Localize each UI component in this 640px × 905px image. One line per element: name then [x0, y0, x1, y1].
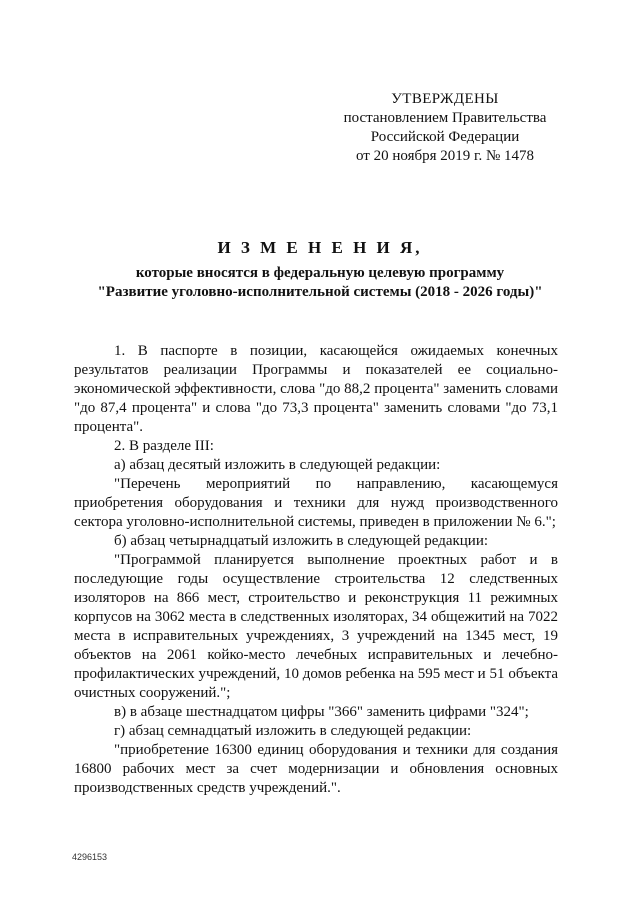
paragraph-2g-text: "приобретение 16300 единиц оборудования и техники для создания 16800 рабочих мест за счет модернизации и обновления основных производственных средств учреждений.". — [74, 742, 558, 796]
approval-heading: УТВЕРЖДЕНЫ — [391, 91, 499, 107]
paragraph-2b-text: "Программой планируется выполнение проектных работ и в последующие годы осуществление строительства 12 следственных изоляторов на 866 мест, строительство и реконструкция 11 режимных корпусов на 3062 места в следственных изоляторах, 34 общежитий на 7022 места в исправительных учреждениях, 3 учреждений на 1345 мест, 19 объектов на 2061 койко-место лечебных исправительных и лечебно-профилактических учреждений, 10 домов ребенка на 595 мест и 51 объекта очистных сооружений."; — [74, 552, 558, 701]
paragraph-2b: б) абзац четырнадцатый изложить в следующей редакции: — [114, 533, 489, 549]
approval-line-3: от 20 ноября 2019 г. № 1478 — [355, 148, 535, 164]
paragraph-2: 2. В разделе III: — [114, 438, 214, 454]
approval-block — [330, 90, 560, 166]
document-title: И З М Е Н Е Н И Я, — [217, 238, 423, 257]
document-code: 4296153 — [72, 852, 108, 862]
subtitle-line-2: "Развитие уголовно-исполнительной системы (2018 - 2026 годы)" — [97, 284, 543, 300]
paragraph-2g: г) абзац семнадцатый изложить в следующей редакции: — [114, 723, 472, 739]
approval-line-2: Российской Федерации — [370, 129, 520, 145]
paragraph-1: 1. В паспорте в позиции, касающейся ожидаемых конечных результатов реализации Программы и показателей ее социально-экономической эффективности, слова "до 88,2 процента" заменить словами "до 87,4 процента" и слова "до 73,3 процента" заменить словами "до 73,1 процента". — [74, 343, 558, 435]
approval-line-1: постановлением Правительства — [343, 110, 547, 126]
paragraph-2a: а) абзац десятый изложить в следующей редакции: — [114, 457, 441, 473]
paragraph-2a-text: "Перечень мероприятий по направлению, касающемуся приобретения оборудования и техники для нужд производственного сектора уголовно-исполнительной системы, приведен в приложении № 6."; — [74, 476, 558, 530]
subtitle-line-1: которые вносятся в федеральную целевую программу — [135, 265, 505, 281]
document-body — [74, 342, 558, 798]
document-subtitle — [60, 264, 580, 302]
paragraph-2v: в) в абзаце шестнадцатом цифры "366" заменить цифрами "324"; — [114, 704, 529, 720]
